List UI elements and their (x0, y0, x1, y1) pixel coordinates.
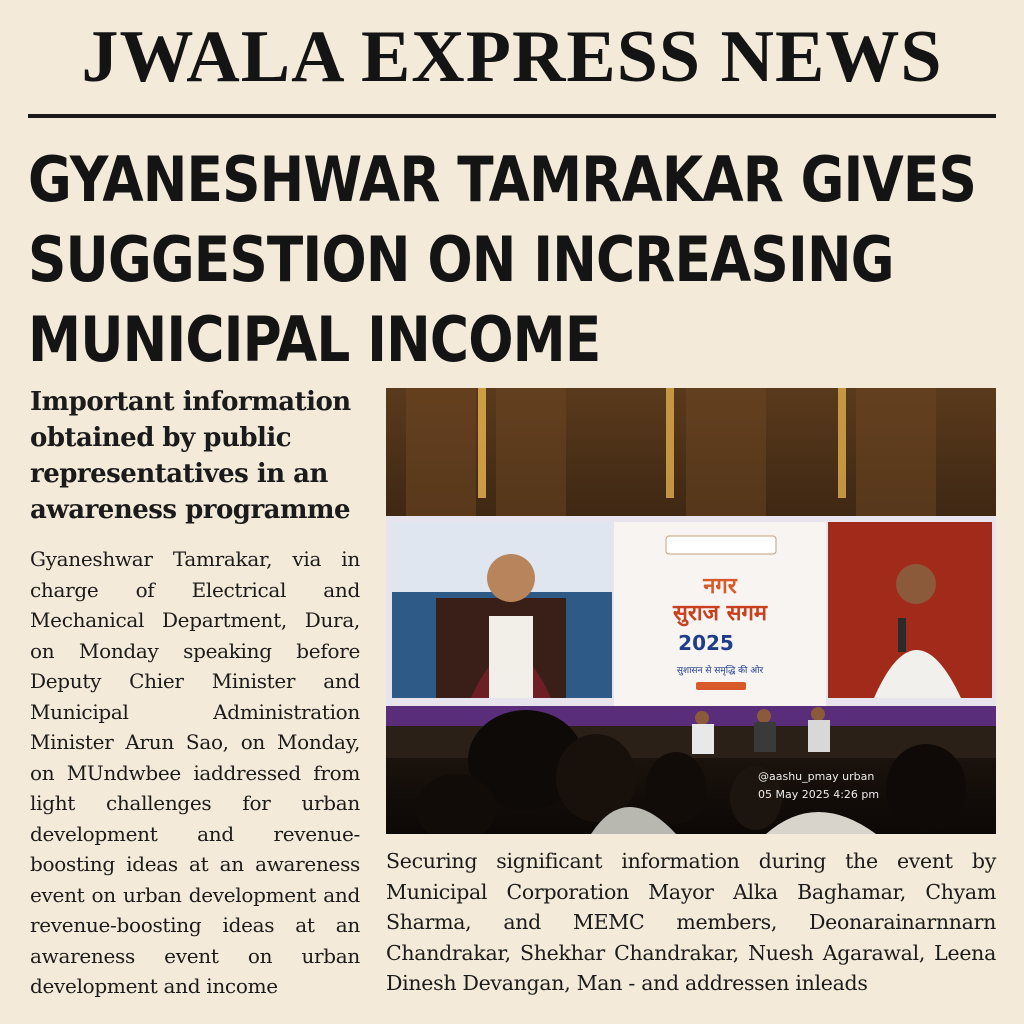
banner-year: 2025 (678, 631, 734, 655)
masthead-rule (28, 114, 996, 118)
banner-line-2: सुराज सगम (673, 601, 767, 626)
photo-watermark-handle: @aashu_pmay urban (758, 770, 875, 783)
article-body: Gyaneshwar Tamrakar, via in charge of Electrical and Mechanical Department, Dura, on Monday speaking before Deputy Chier Minister and Municipal Administration Minister Arun Sao, on Monday, on MUndwbee iaddressed from light challenges for urban development and revenue-boosting ideas at an awareness event on urban development and revenue-boosting ideas at an awareness event on urban development and income (30, 547, 360, 998)
event-photo-illustration (386, 388, 996, 834)
photo-caption: Securing significant information during the event by Municipal Corporation Mayor Alka Baghamar, Chyam Sharma, and MEMC members, Deonarainarnnarn Chandrakar, Shekhar Chandrakar, Nuesh Agarawal, Leena Dinesh Devangan, Man - and addressen inleads (386, 849, 996, 995)
banner-tagline: सुशासन से समृद्धि की ओर (676, 666, 764, 676)
banner-line-1: नगर (703, 574, 737, 599)
headline: GYANESHWAR TAMRAKAR GIVES SUGGESTION ON INCREASING MUNICIPAL INCOME (28, 143, 977, 376)
subheadline: Important information obtained by public representatives in an awareness programme (30, 387, 351, 525)
masthead: JWALA EXPRESS NEWS (81, 16, 943, 98)
event-photo (386, 388, 996, 834)
photo-watermark-date: 05 May 2025 4:26 pm (758, 788, 880, 801)
